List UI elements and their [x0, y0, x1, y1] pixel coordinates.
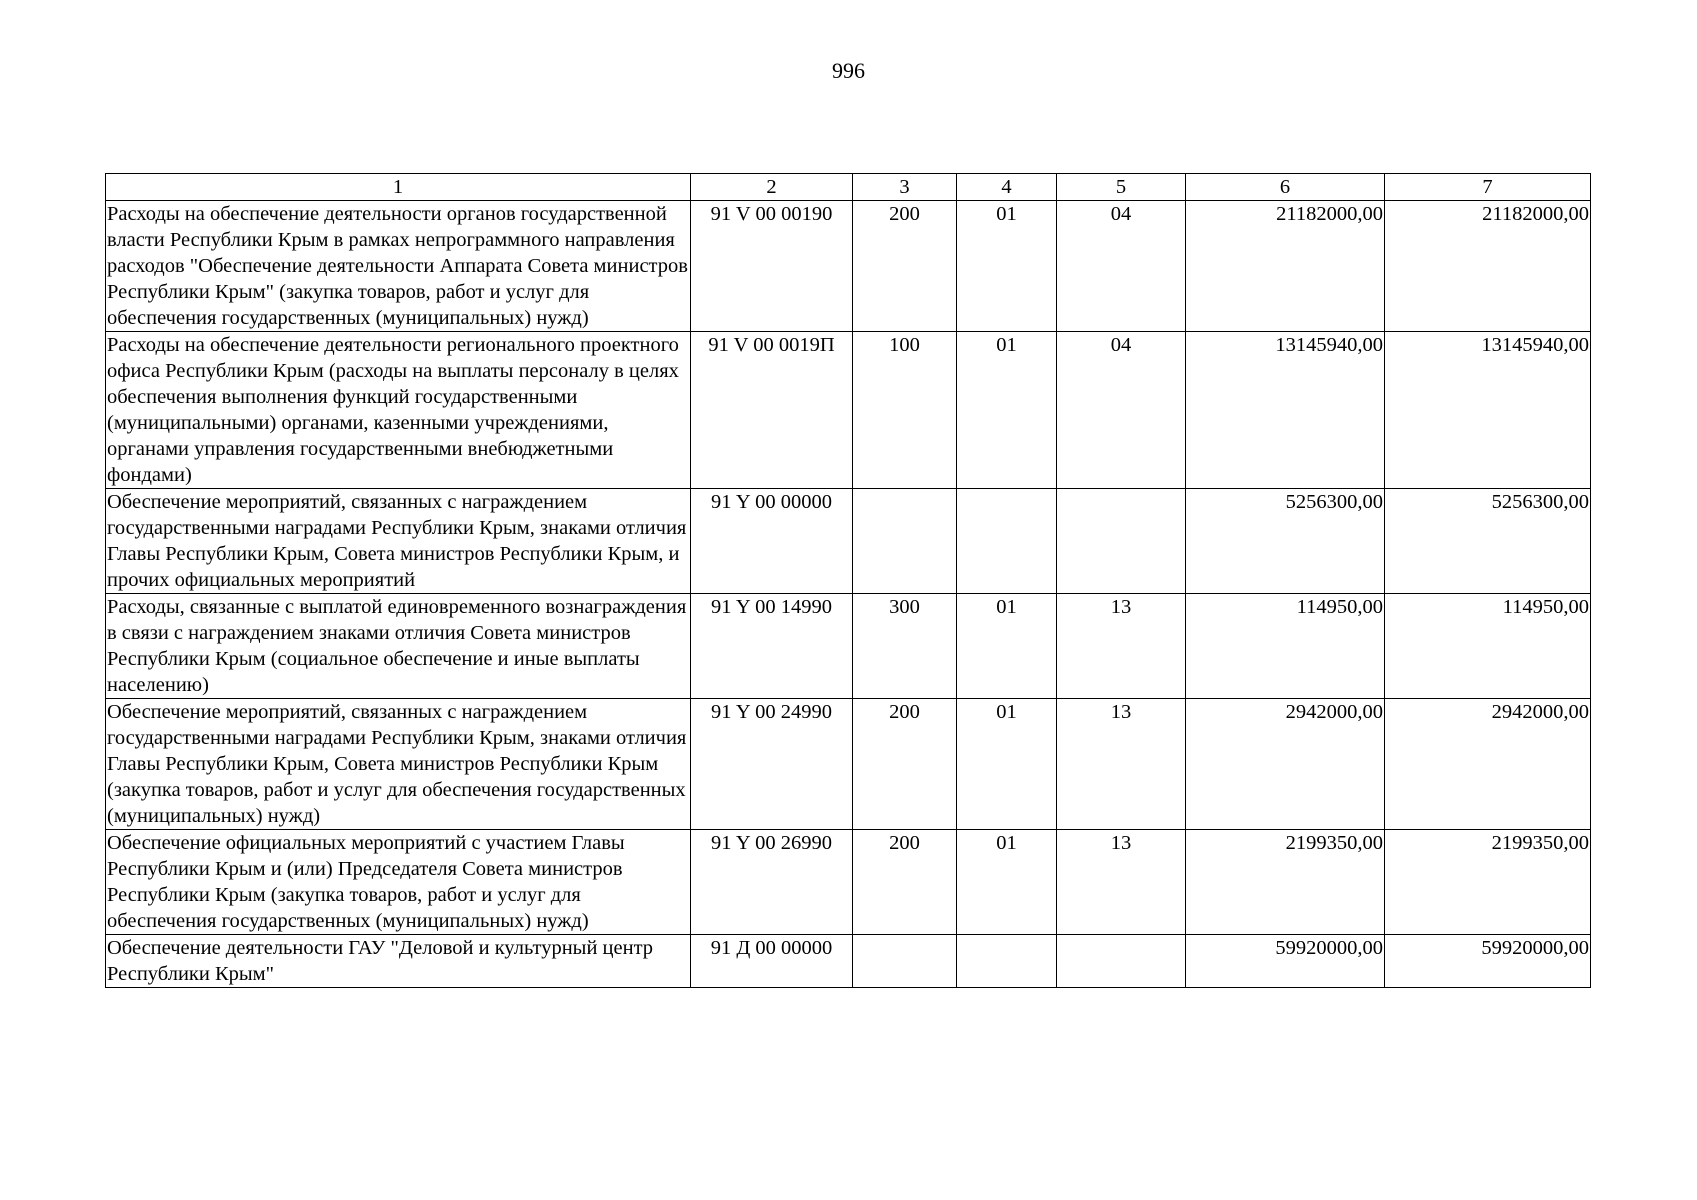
row-section: 01: [957, 830, 1057, 935]
row-expense-kind: 300: [853, 594, 957, 699]
row-expense-kind: [853, 935, 957, 988]
row-subsection: 04: [1057, 332, 1186, 489]
row-amount-col7: 21182000,00: [1385, 201, 1591, 332]
row-section: 01: [957, 699, 1057, 830]
table-row: [106, 594, 1591, 699]
row-amount-col6: 2199350,00: [1186, 830, 1385, 935]
row-expense-kind: 100: [853, 332, 957, 489]
header-cell-5: 5: [1057, 174, 1186, 201]
row-description: Обеспечение мероприятий, связанных с награждением государственными наградами Республики Крым, знаками отличия Главы Республики Крым, Совета министров Республики Крым (закупка товаров, работ и услуг для обеспечения государственных (муниципальных) нужд): [106, 699, 691, 830]
page-number: 996: [832, 58, 865, 83]
table-row: [106, 489, 1591, 594]
table-row: [106, 699, 1591, 830]
row-expense-kind: 200: [853, 830, 957, 935]
header-cell-7: 7: [1385, 174, 1591, 201]
row-subsection: 13: [1057, 594, 1186, 699]
row-code: 91 Y 00 24990: [691, 699, 853, 830]
row-subsection: 04: [1057, 201, 1186, 332]
row-description: Обеспечение мероприятий, связанных с награждением государственными наградами Республики Крым, знаками отличия Главы Республики Крым, Совета министров Республики Крым, и прочих официальных мероприятий: [106, 489, 691, 594]
row-amount-col7: 2199350,00: [1385, 830, 1591, 935]
budget-table: [105, 173, 1591, 988]
header-cell-6: 6: [1186, 174, 1385, 201]
row-expense-kind: 200: [853, 699, 957, 830]
row-code: 91 Y 00 00000: [691, 489, 853, 594]
row-section: [957, 489, 1057, 594]
row-code: 91 V 00 00190: [691, 201, 853, 332]
header-row: [106, 174, 1591, 201]
row-amount-col6: 5256300,00: [1186, 489, 1385, 594]
row-amount-col7: 13145940,00: [1385, 332, 1591, 489]
row-section: 01: [957, 594, 1057, 699]
table-row: [106, 332, 1591, 489]
header-cell-4: 4: [957, 174, 1057, 201]
row-subsection: [1057, 489, 1186, 594]
row-amount-col6: 59920000,00: [1186, 935, 1385, 988]
row-description: Обеспечение официальных мероприятий с участием Главы Республики Крым и (или) Председателя Совета министров Республики Крым (закупка товаров, работ и услуг для обеспечения государственных (муниципальных) нужд): [106, 830, 691, 935]
row-amount-col7: 2942000,00: [1385, 699, 1591, 830]
table-row: [106, 201, 1591, 332]
row-code: 91 Д 00 00000: [691, 935, 853, 988]
row-expense-kind: [853, 489, 957, 594]
row-amount-col7: 114950,00: [1385, 594, 1591, 699]
header-cell-2: 2: [691, 174, 853, 201]
row-amount-col7: 5256300,00: [1385, 489, 1591, 594]
row-description: Расходы на обеспечение деятельности органов государственной власти Республики Крым в рамках непрограммного направления расходов "Обеспечение деятельности Аппарата Совета министров Республики Крым" (закупка товаров, работ и услуг для обеспечения государственных (муниципальных) нужд): [106, 201, 691, 332]
row-amount-col7: 59920000,00: [1385, 935, 1591, 988]
row-subsection: [1057, 935, 1186, 988]
header-cell-3: 3: [853, 174, 957, 201]
row-amount-col6: 13145940,00: [1186, 332, 1385, 489]
row-code: 91 Y 00 14990: [691, 594, 853, 699]
table-row: [106, 935, 1591, 988]
row-amount-col6: 21182000,00: [1186, 201, 1385, 332]
row-code: 91 V 00 0019П: [691, 332, 853, 489]
row-code: 91 Y 00 26990: [691, 830, 853, 935]
row-description: Расходы на обеспечение деятельности регионального проектного офиса Республики Крым (расходы на выплаты персоналу в целях обеспечения выполнения функций государственными (муниципальными) органами, казенными учреждениями, органами управления государственными внебюджетными фондами): [106, 332, 691, 489]
row-description: Обеспечение деятельности ГАУ "Деловой и культурный центр Республики Крым": [106, 935, 691, 988]
row-amount-col6: 2942000,00: [1186, 699, 1385, 830]
table-row: [106, 830, 1591, 935]
row-subsection: 13: [1057, 830, 1186, 935]
row-subsection: 13: [1057, 699, 1186, 830]
row-section: [957, 935, 1057, 988]
row-description: Расходы, связанные с выплатой единовременного вознаграждения в связи с награждением знаками отличия Совета министров Республики Крым (социальное обеспечение и иные выплаты населению): [106, 594, 691, 699]
row-section: 01: [957, 201, 1057, 332]
row-amount-col6: 114950,00: [1186, 594, 1385, 699]
row-expense-kind: 200: [853, 201, 957, 332]
row-section: 01: [957, 332, 1057, 489]
header-cell-1: 1: [106, 174, 691, 201]
